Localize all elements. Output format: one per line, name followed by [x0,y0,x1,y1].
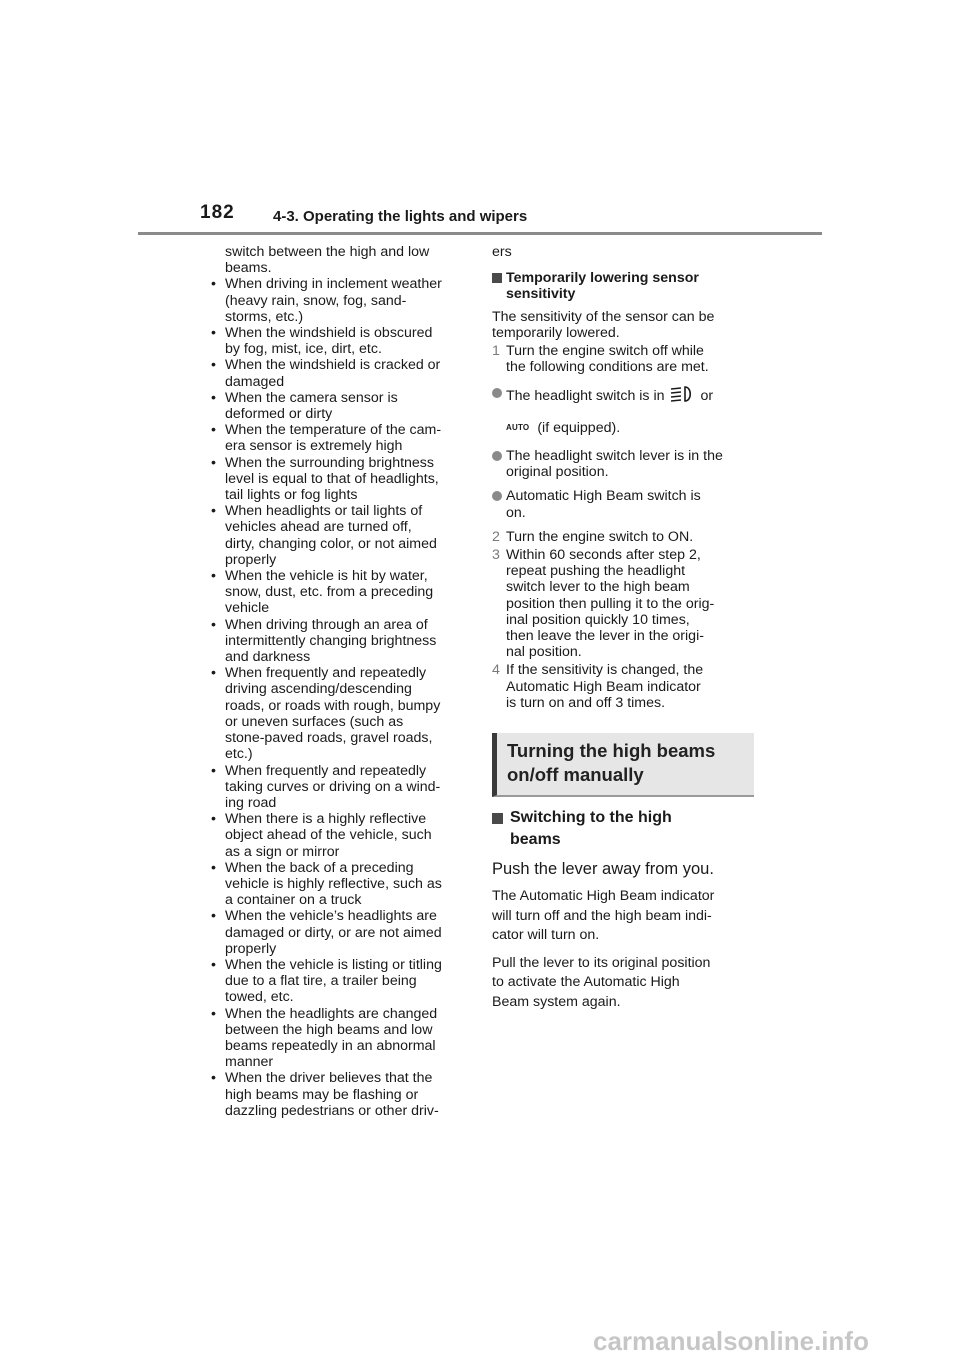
step-number: 4 [492,662,500,679]
sensitivity-intro [492,309,754,341]
para-line: Pull the lever to its original position [492,954,711,971]
box-heading-line: on/off manually [507,764,644,786]
step-line: repeat pushing the headlight [506,563,686,580]
step-line: is turn on and off 3 times. [506,694,666,711]
bullet-line: (heavy rain, snow, fog, sand- [225,292,407,309]
continuation-word: ers [492,244,512,260]
condition-bullet-item [209,503,471,568]
step-line: If the sensitivity is changed, the [506,662,704,679]
step-number: 3 [492,546,500,563]
bullet-line: high beams may be flashing or [225,1086,419,1103]
bullet-line: When the back of a preceding [225,859,414,876]
headlight-icon [669,385,695,407]
bullet-dot-icon: • [211,908,216,925]
bullet-line: deformed or dirty [225,406,333,423]
condition-line: on. [506,504,526,521]
bullet-dot-icon: • [211,616,216,633]
bullet-line: snow, dust, etc. from a preceding [225,584,434,601]
bullet-line: When the headlights are changed [225,1005,438,1022]
condition-bullet-item [209,357,471,389]
bullet-line: When the vehicle is listing or titling [225,956,442,973]
step-line: switch lever to the high beam [506,579,690,596]
square-bullet-icon [492,813,503,824]
step-line: Automatic High Beam indicator [506,678,701,695]
bullet-line: properly [225,551,277,568]
heading-line: Temporarily lowering sensor [506,270,699,287]
bullet-dot-icon: • [211,357,216,374]
step-line: Within 60 seconds after step 2, [506,546,701,563]
condition-bullet-item [209,1006,471,1071]
condition-line: original position. [506,464,609,481]
bullet-dot-icon: • [211,422,216,439]
bullet-line: between the high beams and low [225,1021,433,1038]
switching-high-beams-heading [492,807,754,851]
watermark-text: carmanualsonline.info [593,1326,869,1356]
bullet-dot-icon: • [211,1070,216,1087]
condition-headlight-switch [492,385,754,407]
circle-bullet-icon [492,491,502,501]
action-instruction: Push the lever away from you. [492,860,714,879]
bullet-line: When the vehicle is hit by water, [225,568,428,585]
bullet-line: vehicle [225,600,270,617]
para-line: The Automatic High Beam indicator [492,888,715,905]
sensitivity-heading [492,270,754,302]
bullet-line: or uneven surfaces (such as [225,713,404,730]
bullet-line: When the windshield is obscured [225,325,433,342]
bullet-dot-icon: • [211,762,216,779]
bullet-dot-icon: • [211,276,216,293]
bullet-line: When the surrounding brightness [225,454,434,471]
condition-bullet-item [209,908,471,957]
para-line: will turn off and the high beam indi- [492,907,712,924]
manual-high-beams-heading [492,733,754,797]
step-4 [492,662,754,711]
bullet-dot-icon: • [211,389,216,406]
step-line: then leave the lever in the origi- [506,628,704,644]
bullet-line: tail lights or fog lights [225,487,358,504]
condition-bullet-item [209,957,471,1006]
bullet-dot-icon: • [211,325,216,342]
bullet-line: etc.) [225,746,253,763]
condition-bullet-item [209,422,471,454]
bullet-line: vehicles ahead are turned off, [225,519,412,536]
bullet-line: intermittently changing brightness [225,632,437,649]
bullet-line: When the temperature of the cam- [225,422,442,439]
reactivate-explanation [492,954,754,1013]
section-title: 4-3. Operating the lights and wipers [273,208,528,225]
condition-bullet-item [209,325,471,357]
step-line: position then pulling it to the orig- [506,595,715,612]
page-number: 182 [200,202,235,223]
bullet-line: ing road [225,794,277,811]
bullet-line: When the windshield is cracked or [225,357,441,374]
bullet-line: towed, etc. [225,989,294,1006]
condition-bullet-item [209,568,471,617]
bullet-line: taking curves or driving on a wind- [225,778,441,795]
square-bullet-icon [492,273,502,283]
bullet-dot-icon: • [211,956,216,973]
sub-heading-line: beams [510,831,561,849]
para-line: cator will turn on. [492,927,600,944]
bullet-line: stone-paved roads, gravel roads, [225,730,433,747]
bullet-line: When the driver believes that the [225,1070,433,1087]
bullet-line: When there is a highly reflective [225,811,427,828]
bullet-line: manner [225,1054,274,1071]
bullet-line: When the camera sensor is [225,389,398,406]
bullet-line: level is equal to that of headlights, [225,470,439,487]
step-1 [492,343,754,375]
box-heading-line: Turning the high beams [507,740,716,762]
right-column [492,244,754,1012]
header-rule [138,232,822,235]
step-line: Turn the engine switch to ON. [506,528,694,545]
condition-line: The headlight switch lever is in the [506,447,723,464]
condition-bullet-item [209,811,471,860]
condition-bullet-item [209,390,471,422]
bullet-line: When driving through an area of [225,616,428,633]
bullet-line: due to a flat tire, a trailer being [225,973,417,990]
bullet-dot-icon: • [211,811,216,828]
bullet-dot-icon: • [211,503,216,520]
bullet-line: vehicle is highly reflective, such as [225,875,442,892]
intro-line: The sensitivity of the sensor can be [492,308,715,325]
bullet-line: When driving in inclement weather [225,276,442,293]
condition-bullet-item [209,617,471,666]
bullet-line: as a sign or mirror [225,843,340,860]
bullet-line: beams repeatedly in an abnormal [225,1037,436,1054]
para-line: Beam system again. [492,993,621,1010]
circle-bullet-icon [492,388,502,398]
step-line: Turn the engine switch off while [506,343,704,360]
condition-text: (if equipped). [537,419,621,436]
bullet-line: by fog, mist, ice, dirt, etc. [225,341,382,358]
bullet-line: When headlights or tail lights of [225,503,423,520]
bullet-line: When frequently and repeatedly [225,762,427,779]
condition-ahb-switch [492,488,754,520]
step-3 [492,547,754,660]
condition-bullet-item [209,763,471,812]
condition-auto-line [492,420,754,436]
condition-lever-position [492,448,754,480]
bullet-line: dirty, changing color, or not aimed [225,535,437,552]
bullet-line: damaged [225,373,285,390]
para-line: to activate the Automatic High [492,974,680,991]
intro-line: temporarily lowered. [492,324,620,341]
bullet-dot-icon: • [211,454,216,471]
sub-heading-line: Switching to the high [510,809,672,827]
auto-icon: AUTO [506,422,530,432]
bullet-line: roads, or roads with rough, bumpy [225,697,441,714]
indicator-explanation [492,887,754,946]
circle-bullet-icon [492,451,502,461]
step-line: inal position quickly 10 times, [506,611,690,628]
condition-bullet-item [209,276,471,325]
bullet-dot-icon: • [211,859,216,876]
bullet-line: dazzling pedestrians or other driv- [225,1102,439,1119]
condition-bullet-item [209,860,471,909]
bullet-line: properly [225,940,277,957]
condition-bullet-item [209,665,471,762]
step-number: 1 [492,343,500,360]
bullet-line: object ahead of the vehicle, such [225,827,432,844]
condition-text: or [700,388,714,405]
bullet-line: and darkness [225,649,311,666]
bullet-line: storms, etc.) [225,308,304,325]
condition-bullet-item [209,1070,471,1119]
condition-bullet-item [209,455,471,504]
heading-line: sensitivity [506,286,576,303]
bullet-line: driving ascending/descending [225,681,412,698]
condition-line: Automatic High Beam switch is [506,488,701,505]
step-number: 2 [492,528,500,545]
condition-text: The headlight switch is in [506,388,665,405]
bullet-line: a container on a truck [225,892,362,909]
continuation-line: beams. [225,260,272,277]
bullet-dot-icon: • [211,1005,216,1022]
step-line: the following conditions are met. [506,359,709,376]
condition-bullet-list [209,276,471,1119]
step-line: nal position. [506,644,582,661]
bullet-line: era sensor is extremely high [225,438,403,455]
bullet-dot-icon: • [211,665,216,682]
bullet-line: When frequently and repeatedly [225,665,427,682]
continuation-line: switch between the high and low [225,244,430,260]
watermark-logo [593,1326,953,1356]
left-column [209,244,471,1119]
bullet-line: damaged or dirty, or are not aimed [225,924,442,941]
bullet-dot-icon: • [211,568,216,585]
step-2 [492,529,754,545]
bullet-line: When the vehicle’s headlights are [225,908,437,925]
